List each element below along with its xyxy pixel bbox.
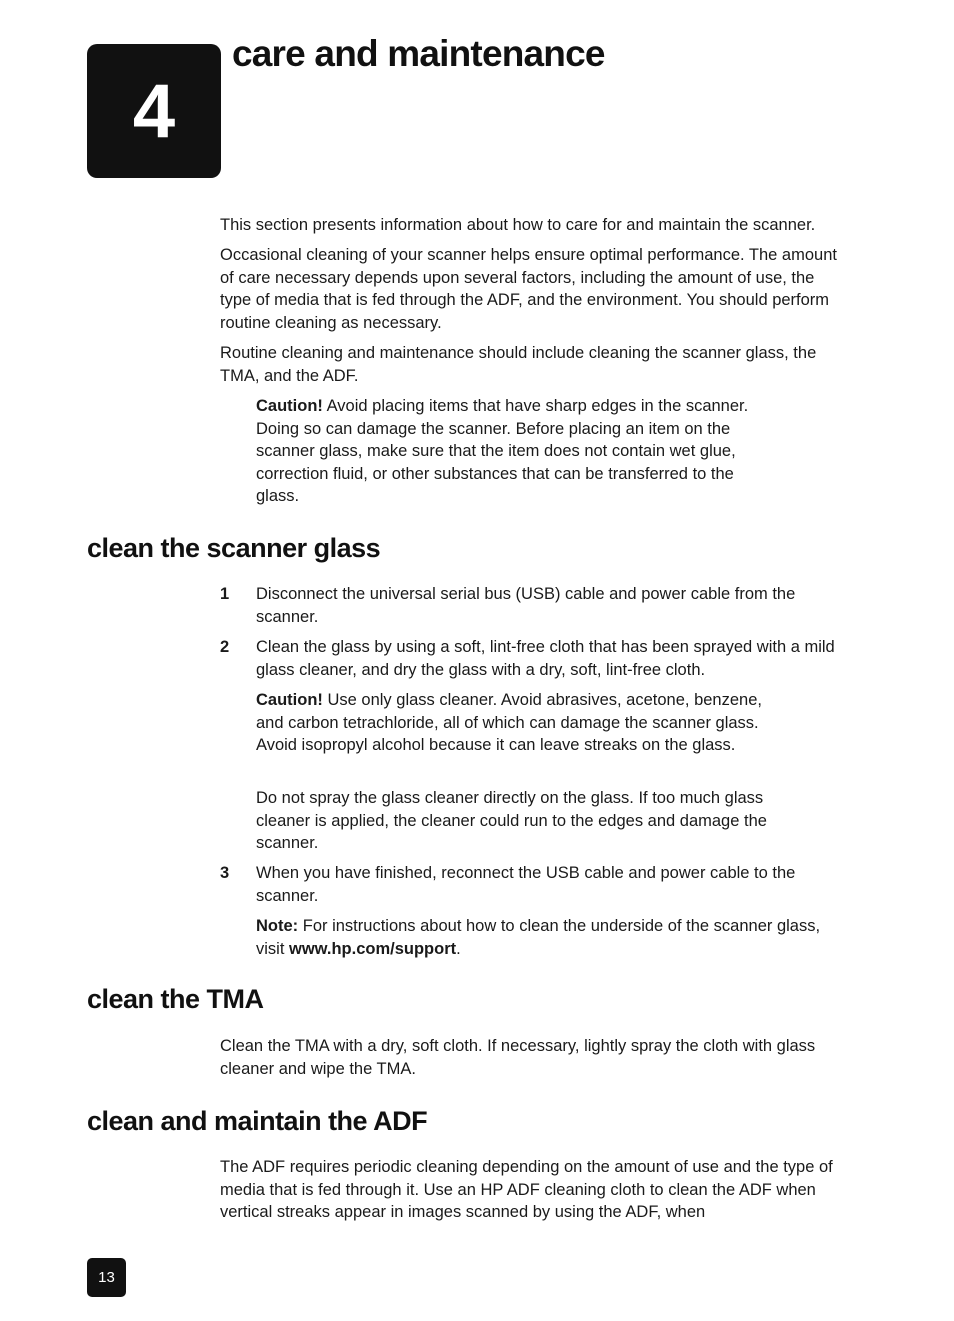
glass-caution: [256, 689, 776, 757]
glass-note: [256, 915, 831, 960]
caution-label: Caution!: [256, 397, 323, 415]
note-label: Note:: [256, 917, 299, 935]
spray-warning: Do not spray the glass cleaner directly on the glass. If too much glass cleaner is applied, the cleaner could run to the edges and damage the scanner.: [256, 789, 767, 852]
page-number: 13: [98, 1269, 115, 1286]
section-heading-adf: clean and maintain the ADF: [87, 1106, 428, 1136]
step-text: When you have finished, reconnect the USB cable and power cable to the scanner.: [256, 864, 796, 905]
chapter-number-badge: [87, 44, 221, 178]
note-end: .: [456, 939, 461, 958]
note-text: For instructions about how to clean the underside of the scanner glass, visit: [256, 917, 821, 958]
tma-paragraph: Clean the TMA with a dry, soft cloth. If necessary, lightly spray the cloth with glass cleaner and wipe the TMA.: [220, 1037, 816, 1078]
step-text: Disconnect the universal serial bus (USB) cable and power cable from the scanner.: [256, 585, 796, 626]
chapter-title: care and maintenance: [232, 33, 605, 74]
intro-paragraph-3: Routine cleaning and maintenance should include cleaning the scanner glass, the TMA, and the ADF.: [220, 344, 817, 385]
support-link[interactable]: www.hp.com/support: [289, 939, 457, 958]
section-heading-tma: clean the TMA: [87, 984, 264, 1014]
section-heading-glass: clean the scanner glass: [87, 533, 381, 563]
intro-paragraph-2: Occasional cleaning of your scanner helps ensure optimal performance. The amount of care necessary depends upon several factors, including the amount of use, the type of media that is fed through the ADF, and the environment. You should perform routine cleaning as necessary.: [220, 246, 837, 332]
intro-paragraph-1: This section presents information about how to care for and maintain the scanner.: [220, 216, 816, 234]
caution-text: Use only glass cleaner. Avoid abrasives, acetone, benzene, and carbon tetrachloride, all of which can damage the scanner glass. Avoid isopropyl alcohol because it can leave streaks on the glass.: [256, 691, 762, 754]
step-number: 3: [220, 864, 230, 882]
caution-label: Caution!: [256, 691, 323, 709]
page-number-badge: [87, 1258, 126, 1297]
chapter-number: 4: [132, 68, 176, 154]
adf-paragraph: The ADF requires periodic cleaning depending on the amount of use and the type of media that is fed through it. Use an HP ADF cleaning cloth to clean the ADF when vertical streaks appear in images scanned by using the ADF, when: [220, 1158, 833, 1221]
caution-text: Avoid placing items that have sharp edges in the scanner. Doing so can damage the scanner. Before placing an item on the scanner glass, make sure that the item does not contain wet glue, correction fluid, or other substances that can be transferred to the glass.: [256, 397, 749, 505]
intro-caution: [256, 395, 776, 508]
step-text: Clean the glass by using a soft, lint-free cloth that has been sprayed with a mild glass cleaner, and dry the glass with a dry, soft, lint-free cloth.: [256, 638, 835, 679]
step-number: 2: [220, 638, 230, 656]
step-number: 1: [220, 585, 230, 603]
